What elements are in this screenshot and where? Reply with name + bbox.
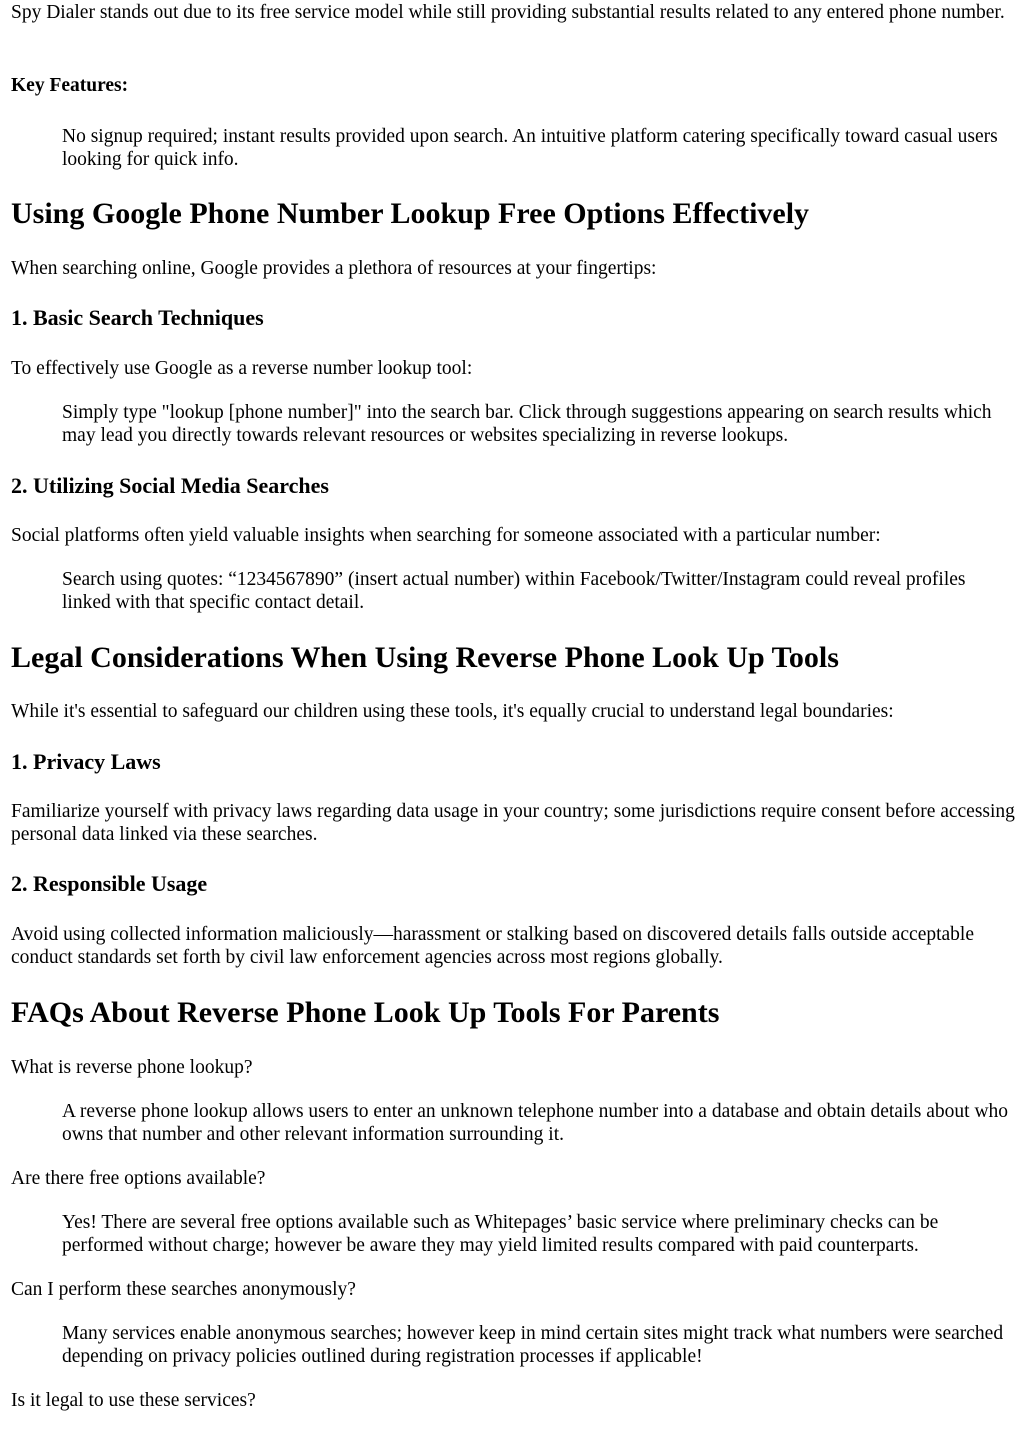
heading-faqs: FAQs About Reverse Phone Look Up Tools For Parents [11,996,720,1029]
privacy-paragraph: Familiarize yourself with privacy laws regarding data usage in your country; some jurisdictions require consent before accessing personal data linked via these searches. [11,801,1015,845]
faq-question-2: Are there free options available? [11,1168,266,1189]
heading-privacy-laws: 1. Privacy Laws [11,749,161,774]
responsible-paragraph: Avoid using collected information maliciously—harassment or stalking based on discovered details falls outside acceptable conduct standards set forth by civil law enforcement agencies across most regions globally. [11,924,975,968]
social-search-item: Search using quotes: “1234567890” (insert actual number) within Facebook/Twitter/Instagram could reveal profiles linked with that specific contact detail. [62,569,966,613]
heading-google-lookup: Using Google Phone Number Lookup Free Options Effectively [11,197,810,230]
basic-paragraph: To effectively use Google as a reverse number lookup tool: [11,358,473,379]
key-features-item: No signup required; instant results provided upon search. An intuitive platform catering specifically toward casual users looking for quick info. [62,126,998,170]
key-features-label: Key Features: [11,75,129,96]
faq-answer-3: Many services enable anonymous searches; however keep in mind certain sites might track what numbers were searched depending on privacy policies outlined during registration processes if applicable! [62,1323,1004,1367]
heading-responsible-usage: 2. Responsible Usage [11,871,208,896]
faq-answer-1: A reverse phone lookup allows users to enter an unknown telephone number into a database and obtain details about who owns that number and other relevant information surrounding it. [62,1101,1009,1145]
google-paragraph: When searching online, Google provides a plethora of resources at your fingertips: [11,258,657,279]
intro-paragraph: Spy Dialer stands out due to its free service model while still providing substantial results related to any entered phone number. [11,2,1005,23]
faq-question-3: Can I perform these searches anonymously? [11,1279,356,1300]
heading-legal-considerations: Legal Considerations When Using Reverse Phone Look Up Tools [11,641,839,674]
faq-question-4: Is it legal to use these services? [11,1390,256,1411]
heading-social-media: 2. Utilizing Social Media Searches [11,473,329,498]
legal-paragraph: While it's essential to safeguard our children using these tools, it's equally crucial to understand legal boundaries: [11,701,894,722]
faq-answer-2: Yes! There are several free options available such as Whitepages’ basic service where preliminary checks can be performed without charge; however be aware they may yield limited results compared with paid counterparts. [62,1212,939,1256]
social-paragraph: Social platforms often yield valuable insights when searching for someone associated with a particular number: [11,525,881,546]
heading-basic-search: 1. Basic Search Techniques [11,305,264,330]
faq-question-1: What is reverse phone lookup? [11,1057,253,1078]
basic-search-item: Simply type "lookup [phone number]" into the search bar. Click through suggestions appearing on search results which may lead you directly towards relevant resources or websites specializing in reverse lookups. [62,402,992,446]
